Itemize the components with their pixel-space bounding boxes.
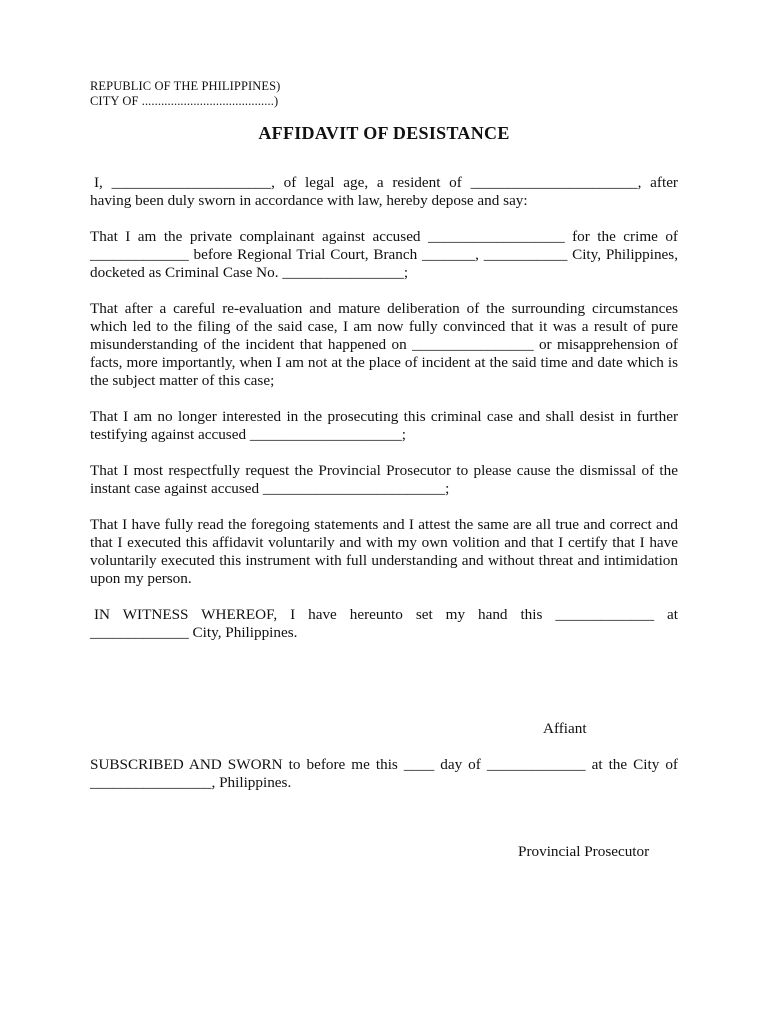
paragraph-complainant: That I am the private complainant against accused __________________ for the crime of _____________ before Regional Trial Court, Branch _______, ___________ City, Philippines, docketed as Criminal Case No. ________________; [90,228,678,281]
paragraph-desist: That I am no longer interested in the prosecuting this criminal case and shall desist in further testifying against accused ____________________; [90,408,678,443]
paragraph-identity: I, _____________________, of legal age, a resident of ______________________, after having been duly sworn in accordance with law, hereby depose and say: [90,174,678,209]
venue-block [90,79,280,109]
venue-city-line: CITY OF .........................................) [90,94,279,108]
subscribed-sworn-clause: SUBSCRIBED AND SWORN to before me this ____ day of _____________ at the City of ________________, Philippines. [90,756,678,791]
document-title: AFFIDAVIT OF DESISTANCE [258,123,510,143]
paragraph-reevaluation: That after a careful re-evaluation and mature deliberation of the surrounding circumstances which led to the filing of the said case, I am now fully convinced that it was a result of pure misunderstanding of the incident that happened on ________________ or misapprehension of facts, more importantly, when I am not at the place of incident at the said time and date which is the subject matter of this case; [90,300,678,389]
provincial-prosecutor-label: Provincial Prosecutor [518,843,650,860]
affiant-label: Affiant [543,720,587,737]
paragraph-witness: IN WITNESS WHEREOF, I have hereunto set my hand this _____________ at _____________ City, Philippines. [90,606,678,641]
paragraph-attestation: That I have fully read the foregoing statements and I attest the same are all true and correct and that I executed this affidavit voluntarily and with my own volition and that I certify that I have voluntarily executed this instrument with full understanding and without threat and intimidation upon my person. [90,516,678,587]
paragraph-dismissal-request: That I most respectfully request the Provincial Prosecutor to please cause the dismissal of the instant case against accused ________________________; [90,462,678,497]
affidavit-body [90,174,678,660]
venue-republic-line: REPUBLIC OF THE PHILIPPINES) [90,79,281,93]
